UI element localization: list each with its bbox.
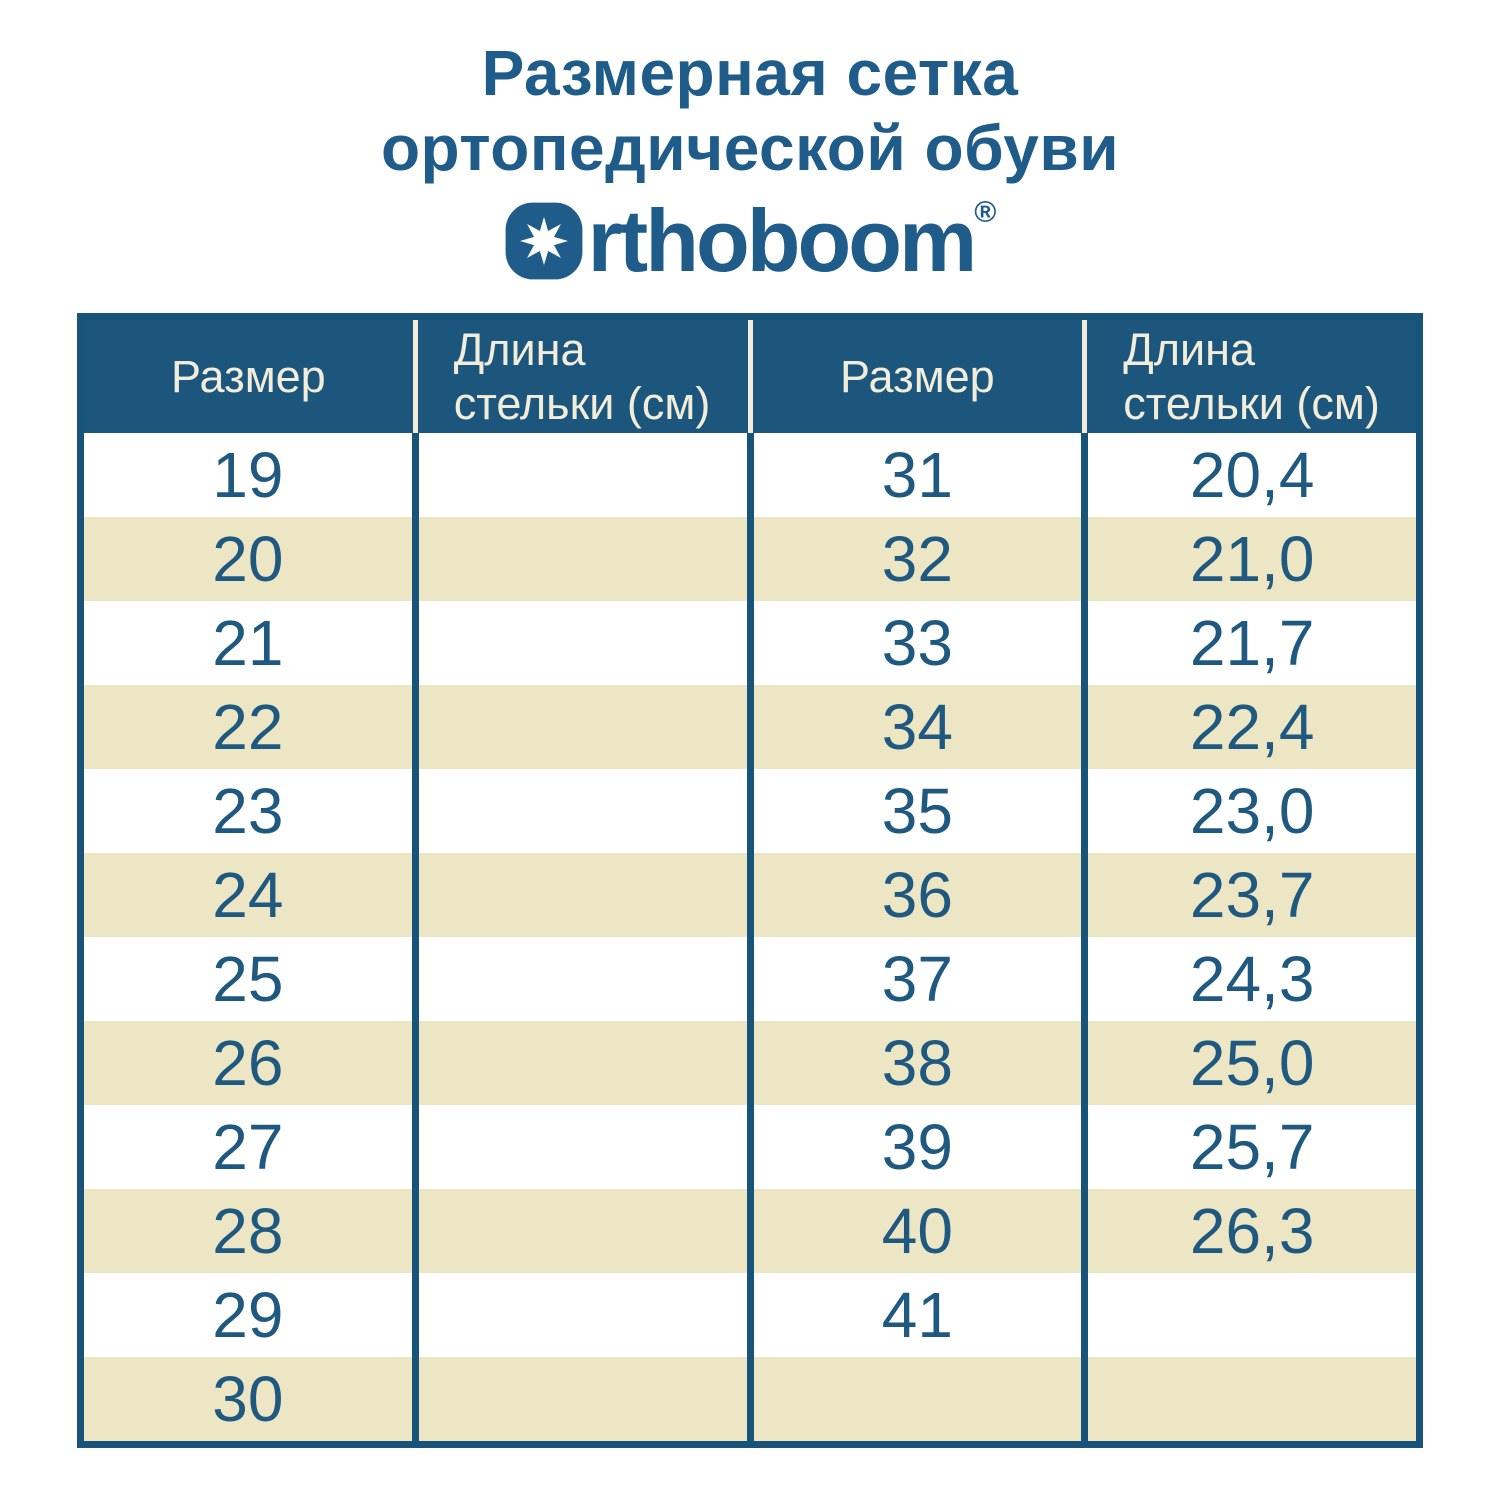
insole-cell: 22,4 [1085, 685, 1420, 769]
table-row [81, 685, 1420, 769]
table-row [81, 937, 1420, 1021]
size-cell: 39 [750, 1105, 1085, 1189]
size-cell: 30 [212, 1363, 284, 1435]
size-cell: 33 [750, 601, 1085, 685]
table-row [81, 433, 1420, 517]
page-title-line-2: ортопедической обуви [380, 111, 1120, 184]
insole-cell [415, 1105, 750, 1189]
size-cell: 27 [212, 1111, 284, 1183]
brand-logo [0, 190, 1500, 290]
size-cell: 41 [750, 1273, 1085, 1357]
insole-cell [415, 433, 750, 517]
size-cell: 38 [750, 1021, 1085, 1105]
registered-trademark-mark: ® [974, 195, 997, 229]
size-cell: 23 [212, 775, 284, 847]
header-size-left: Размер [81, 317, 416, 434]
insole-cell [415, 1189, 750, 1273]
size-cell: 20 [212, 523, 284, 595]
table-row [81, 1273, 1420, 1357]
insole-cell: 24,3 [1085, 937, 1420, 1021]
star-in-rounded-square-icon [504, 201, 584, 281]
table-row [81, 1189, 1420, 1273]
size-cell: 28 [212, 1195, 284, 1267]
title-block [0, 0, 1500, 290]
insole-cell: 23,7 [1085, 853, 1420, 937]
insole-cell: 25,0 [1085, 1021, 1420, 1105]
insole-cell [415, 1357, 750, 1445]
size-cell: 31 [750, 433, 1085, 517]
header-insole-length-right: Длина стельки (см) [1085, 317, 1420, 434]
insole-cell [415, 685, 750, 769]
insole-cell: 23,0 [1085, 769, 1420, 853]
insole-cell: 26,3 [1085, 1189, 1420, 1273]
size-cell: 22 [212, 691, 284, 763]
logo-wordmark: rthoboom [587, 190, 975, 290]
insole-cell [415, 937, 750, 1021]
size-cell: 40 [750, 1189, 1085, 1273]
insole-cell [415, 853, 750, 937]
size-cell: 37 [750, 937, 1085, 1021]
table-row [81, 601, 1420, 685]
size-cell [750, 1357, 1085, 1445]
size-cell: 34 [750, 685, 1085, 769]
table-row [81, 1105, 1420, 1189]
size-cell: 26 [212, 1027, 284, 1099]
table-header-row [81, 317, 1420, 434]
page-title-line-1: Размерная сетка [481, 37, 1019, 109]
table-row [81, 853, 1420, 937]
table-row [81, 517, 1420, 601]
size-cell: 21 [212, 607, 284, 679]
insole-cell: 21,0 [1085, 517, 1420, 601]
size-cell: 25 [212, 943, 284, 1015]
insole-cell [415, 517, 750, 601]
insole-cell [1085, 1357, 1420, 1445]
size-cell: 29 [212, 1279, 284, 1351]
insole-cell: 20,4 [1085, 433, 1420, 517]
insole-cell: 21,7 [1085, 601, 1420, 685]
size-chart-table [77, 313, 1423, 1448]
header-insole-length-left: Длина стельки (см) [415, 317, 750, 434]
size-cell: 32 [750, 517, 1085, 601]
table-row [81, 1021, 1420, 1105]
insole-cell [1085, 1273, 1420, 1357]
insole-cell: 25,7 [1085, 1105, 1420, 1189]
size-cell: 24 [212, 859, 284, 931]
insole-cell [415, 601, 750, 685]
size-cell: 36 [750, 853, 1085, 937]
table-row [81, 1357, 1420, 1445]
table-row [81, 769, 1420, 853]
header-size-right: Размер [750, 317, 1085, 434]
insole-cell [415, 1021, 750, 1105]
insole-cell [415, 1273, 750, 1357]
size-cell: 19 [212, 439, 284, 511]
size-cell: 35 [750, 769, 1085, 853]
insole-cell [415, 769, 750, 853]
